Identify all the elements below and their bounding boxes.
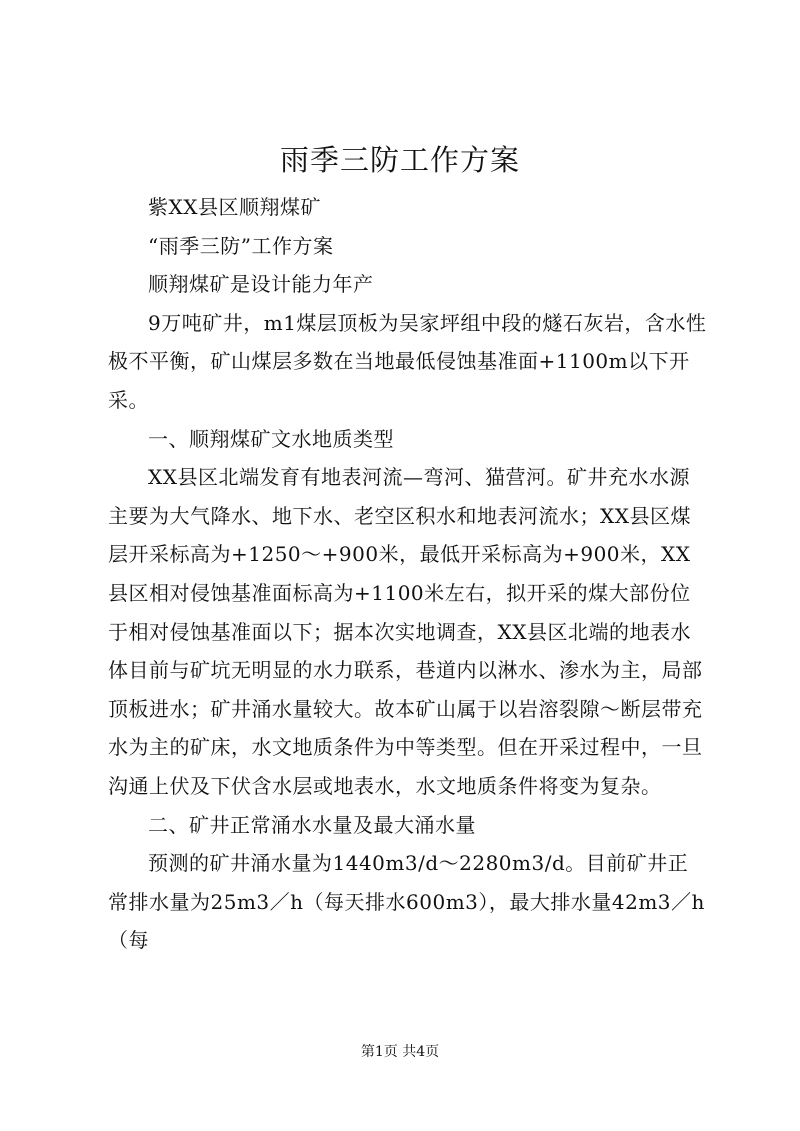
paragraph-hydrogeology: XX县区北端发育有地表河流—弯河、猫营河。矿井充水水源主要为大气降水、地下水、老空区积水和地表河流水；XX县区煤层开采标高为+1250～+900米，最低开采标高为+900米，XX县区相对侵蚀基准面标高为+1100米左右，拟开采的煤大部份位于相对侵蚀基准面以下；据本次实地调查，XX县区北端的地表水体目前与矿坑无明显的水力联系，巷道内以淋水、渗水为主，局部顶板进水；矿井涌水量较大。故本矿山属于以岩溶裂隙～断层带充水为主的矿床，水文地质条件为中等类型。但在开采过程中，一旦沟通上伏及下伏含水层或地表水，水文地质条件将变为复杂。: [108, 465, 703, 798]
paragraph-mine-name: 紫XX县区顺翔煤矿: [148, 195, 321, 219]
document-title: 雨季三防工作方案: [279, 143, 520, 177]
paragraph-plan-name: “雨季三防”工作方案: [148, 233, 334, 258]
section-heading-2: 二、矿井正常涌水水量及最大涌水量: [148, 812, 476, 837]
paragraph-water-inflow: 预测的矿井涌水量为1440m3/d～2280m3/d。目前矿井正常排水量为25m3／h（每天排水600m3），最大排水量42m3／h（每: [108, 851, 705, 953]
paragraph-intro: 顺翔煤矿是设计能力年产: [148, 272, 374, 297]
section-heading-1: 一、顺翔煤矿文水地质类型: [148, 426, 394, 451]
page-footer: 第1页 共4页: [360, 1044, 440, 1060]
document-body: [108, 188, 708, 960]
paragraph-capacity: 9万吨矿井，m1煤层顶板为吴家坪组中段的燧石灰岩，含水性极不平衡，矿山煤层多数在当地最低侵蚀基准面+1100m以下开采。: [108, 310, 707, 412]
